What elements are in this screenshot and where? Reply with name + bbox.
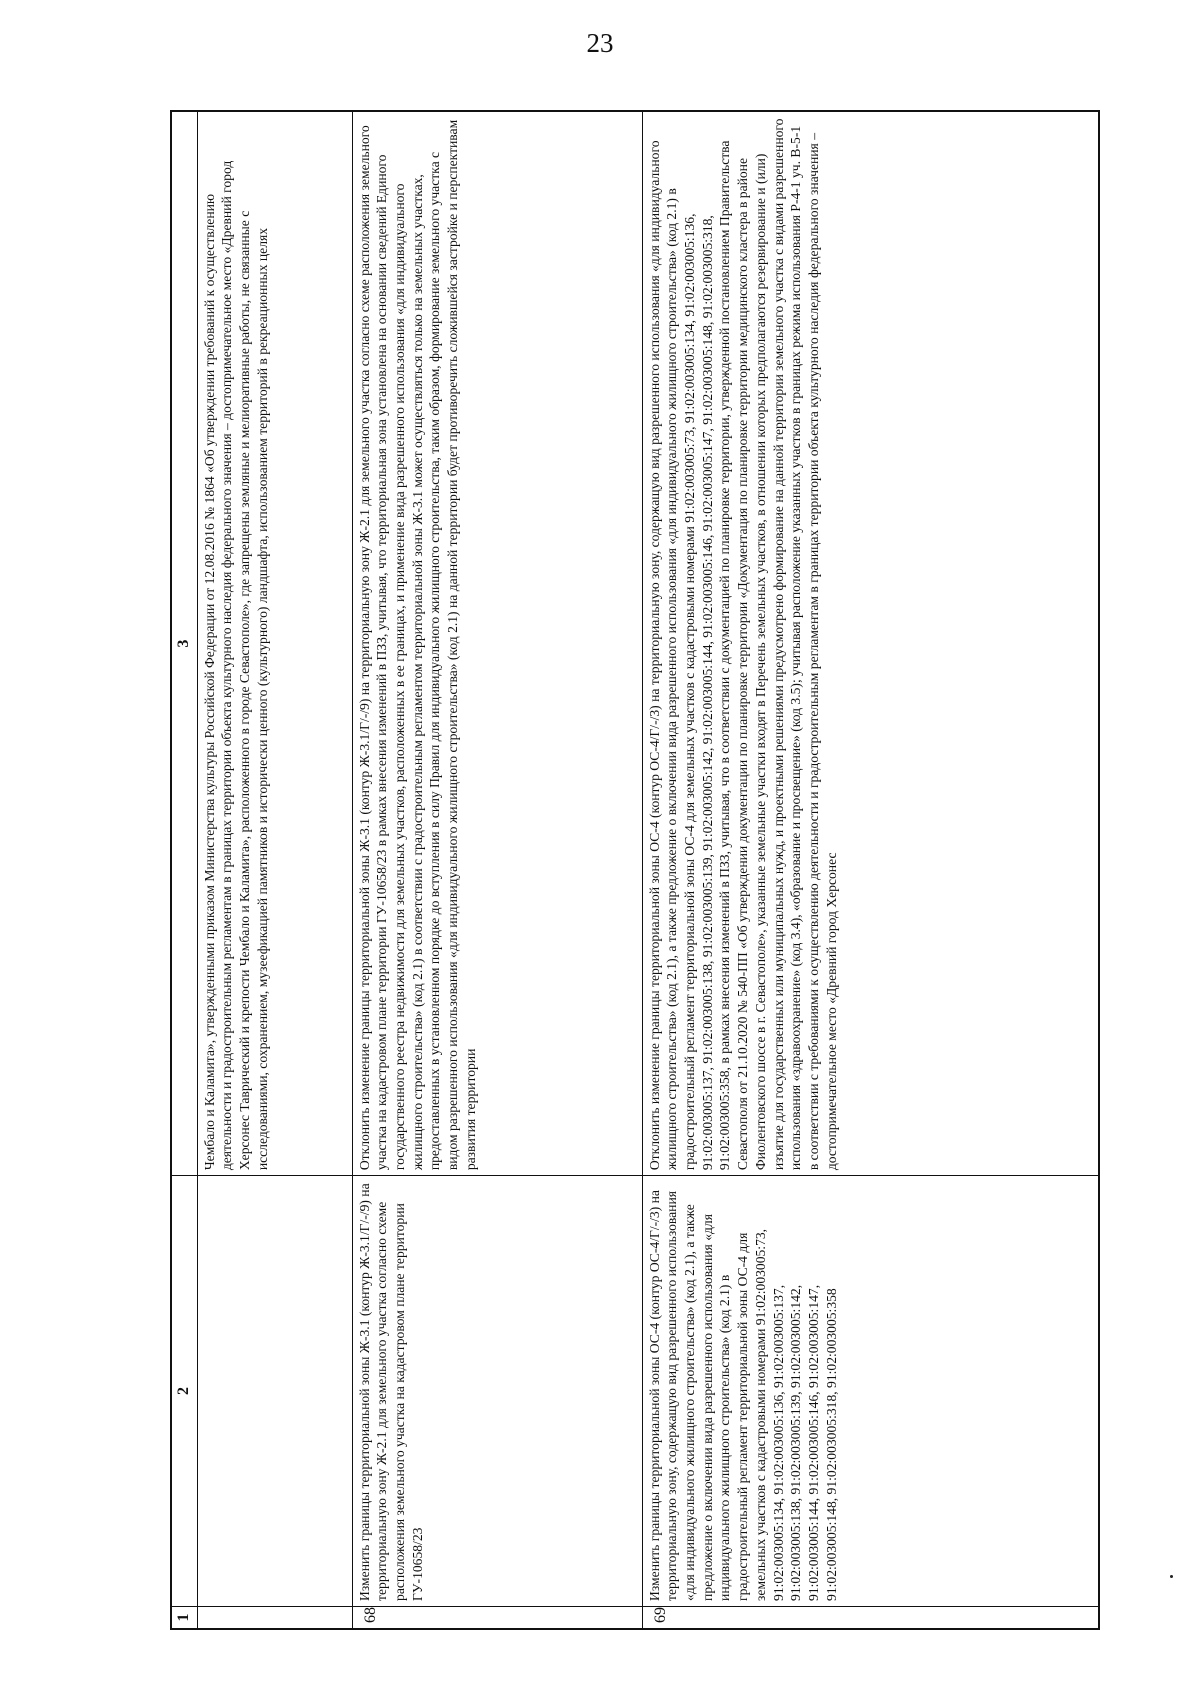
row-number: 68 xyxy=(352,1606,642,1629)
column-header-1: 1 xyxy=(171,1606,197,1629)
table-row xyxy=(197,111,352,1629)
scan-artifact xyxy=(1170,1575,1173,1578)
row-number xyxy=(197,1606,352,1629)
proposal-cell xyxy=(197,1176,352,1607)
page-number: 23 xyxy=(586,28,614,58)
table-row xyxy=(352,111,642,1629)
decision-cell: Отклонить изменение границы территориальной зоны ОС-4 (контур ОС-4/Г/-/3) на территориальную зону, содержащую вид разрешенного использования «для индивидуального жилищного строительства» (код 2.1), а также предложение о включении вида разрешенного использования «для индивидуального жилищного строительства» (код 2.1) в градостроительный регламент территориальной зоны ОС-4 для земельных участков с кадастровыми номерами 91:02:003005:73, 91:02:003005:134, 91:02:003005:136, 91:02:003005:137, 91:02:003005:138, 91:02:003005:139, 91:02:003005:142, 91:02:003005:144, 91:02:003005:146, 91:02:003005:147, 91:02:003005:148, 91:02:003005:318, 91:02:003005:358, в рамках внесения изменений в ПЗЗ, учитывая, что в соответствии с документацией по планировке территории, утвержденной постановлением Правительства Севастополя от 21.10.2020 № 540-ПП «Об утверждении документации по планировке территории «Документация по планировке территории медицинского кластера в районе Фиолентовского шоссе в г. Севастополе», указанные земельные участки входят в Перечень земельных участков, в отношении которых предполагаются резервирование и (или) изъятие для государственных или муниципальных нужд, и проектными решениями предусмотрено формирование на данной территории земельного участка с видами разрешенного использования «здравоохранение» (код 3.4), «образование и просвещение» (код 3.5); учитывая расположение указанных участков в границах режима использования Р-4-1 уч. В-5-1 в соответствии с требованиями к осуществлению деятельности и градостроительным регламентам в границах территории объекта культурного наследия федерального значения – достопримечательное место «Древний город Херсонес xyxy=(642,111,1099,1176)
table-row xyxy=(642,111,1099,1629)
decision-cell: Отклонить изменение границы территориальной зоны Ж-3.1 (контур Ж-3.1/Г/-/9) на территориальную зону Ж-2.1 для земельного участка согласно схеме расположения земельного участка на кадастровом плане территории ГУ-10658/23 в рамках внесения изменений в ПЗЗ, учитывая, что территориальная зона установлена на основании сведений Единого государственного реестра недвижимости для земельных участков, расположенных в ее границах, и применение вида разрешенного использования «для индивидуального жилищного строительства» (код 2.1) в соответствии с градостроительным регламентом территориальной зоны Ж-3.1 может осуществляться только на земельных участках, предоставленных в установленном порядке до вступления в силу Правил для индивидуального жилищного строительства, таким образом, формирование земельного участка с видом разрешенного использования «для индивидуального жилищного строительства» (код 2.1) на данной территории будет противоречить сложившейся застройке и перспективам развития территории xyxy=(352,111,642,1176)
proposal-cell: Изменить границы территориальной зоны Ж-3.1 (контур Ж-3.1/Г/-/9) на территориальную зону Ж-2.1 для земельного участка согласно схеме расположения земельного участка на кадастровом плане территории ГУ-10658/23 xyxy=(352,1176,642,1607)
decisions-table xyxy=(170,110,1100,1630)
proposal-cell: Изменить границы территориальной зоны ОС-4 (контур ОС-4/Г/-/3) на территориальную зону, содержащую вид разрешенного использования «для индивидуального жилищного строительства» (код 2.1), а также предложение о включении вида разрешенного использования «для индивидуального жилищного строительства» (код 2.1) в градостроительный регламент территориальной зоны ОС-4 для земельных участков с кадастровыми номерами 91:02:003005:73, 91:02:003005:134, 91:02:003005:136, 91:02:003005:137, 91:02:003005:138, 91:02:003005:139, 91:02:003005:142, 91:02:003005:144, 91:02:003005:146, 91:02:003005:147, 91:02:003005:148, 91:02:003005:318, 91:02:003005:358 xyxy=(642,1176,1099,1607)
rotated-table-wrapper xyxy=(170,110,1100,1630)
decision-cell: Чембало и Каламита», утвержденными приказом Министерства культуры Российской Федерации от 12.08.2016 № 1864 «Об утверждении требований к осуществлению деятельности и градостроительным регламентам в границах территории объекта культурного наследия федерального значения – достопримечательное место «Древний город Херсонес Таврический и крепости Чембало и Каламита», расположенного в городе Севастополе», где запрещены земляные и мелиоративные работы, не связанные с исследованиями, сохранением, музеефикацией памятников и исторически ценного (культурного) ландшафта, использованием территорий в рекреационных целях xyxy=(197,111,352,1176)
column-header-3: 3 xyxy=(171,111,197,1176)
column-header-2: 2 xyxy=(171,1176,197,1607)
table-header-row xyxy=(171,111,197,1629)
row-number: 69 xyxy=(642,1606,1099,1629)
